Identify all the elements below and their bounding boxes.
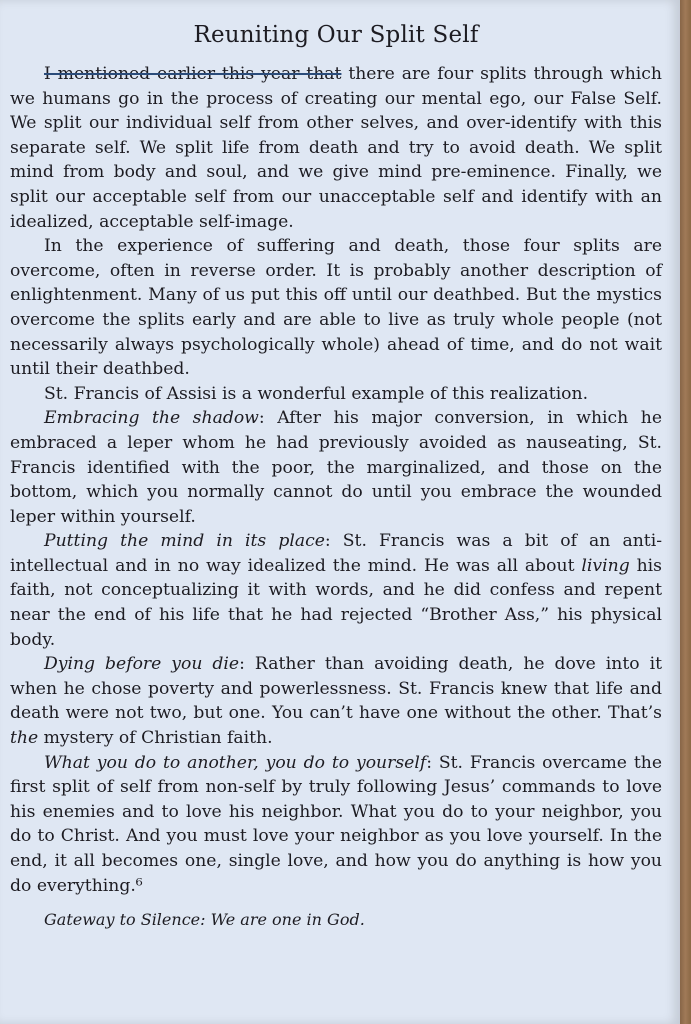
section-lead-dying: Dying before you die <box>44 654 240 675</box>
paragraph-6 <box>10 652 662 750</box>
emphasis-living: living <box>581 555 630 576</box>
paragraph-4 <box>10 406 662 529</box>
paragraph-1-text: there are four splits through which we humans go in the process of creating our mental ego, our False Self. We split our individual self from other selves, and over-identify with this separate self. We split life from death and try to avoid death. We split mind from body and soul, and we give mind pre-eminence. Finally, we split our acceptable self from our unacceptable self and identify with an idealized, acceptable self-image. <box>10 64 662 232</box>
section-lead-shadow: Embracing the shadow <box>44 408 259 429</box>
paragraph-3: St. Francis of Assisi is a wonderful example of this realization. <box>44 383 589 404</box>
paragraph-6-text-a: : Rather than avoiding death, he dove into it when he chose poverty and powerlessness. St. Francis knew that life and death were not two, but one. You can’t have one without the other. That’s <box>10 654 662 724</box>
section-lead-mind: Putting the mind in its place <box>44 531 325 552</box>
paragraph-5-text-a: : St. Francis was a bit of an anti-intellectual and in no way idealized the mind. He was all about <box>10 531 663 576</box>
struck-phrase: I mentioned earlier this year that <box>44 64 342 84</box>
paragraph-6-text-b: mystery of Christian faith. <box>38 728 273 749</box>
section-lead-another: What you do to another, you do to yourself <box>44 752 427 773</box>
emphasis-the: the <box>10 728 39 749</box>
paragraph-5-text-b: his faith, not conceptualizing it with words, and he did confess and repent near the end of his life that he had rejected “Brother Ass,” his physical body. <box>10 555 662 650</box>
closing-gateway: Gateway to Silence: We are one in God. <box>44 910 365 930</box>
paragraph-5 <box>10 529 662 652</box>
paragraph-7-text: : St. Francis overcame the first split of self from non-self by truly following Jesus’ commands to love his enemies and to love his neighbor. What you do to your neighbor, you do to Christ. And you must love your neighbor as you love yourself. In the end, it all becomes one, single love, and how you do anything is how you do everything.⁶ <box>10 752 662 896</box>
paragraph-1 <box>10 62 662 234</box>
paragraph-2: In the experience of suffering and death, those four splits are overcome, often in reverse order. It is probably another description of enlightenment. Many of us put this off until our deathbed. But the mystics overcome the splits early and are able to live as truly whole people (not necessarily always psychologically whole) ahead of time, and do not wait until their deathbed. <box>10 236 662 380</box>
paragraph-4-text: : After his major conversion, in which he embraced a leper whom he had previously avoided as nauseating, St. Francis identified with the poor, the marginalized, and those on the bottom, which you normally cannot do until you embrace the wounded leper within yourself. <box>10 408 663 527</box>
page-title: Reuniting Our Split Self <box>193 22 479 48</box>
paragraph-7 <box>10 751 662 899</box>
